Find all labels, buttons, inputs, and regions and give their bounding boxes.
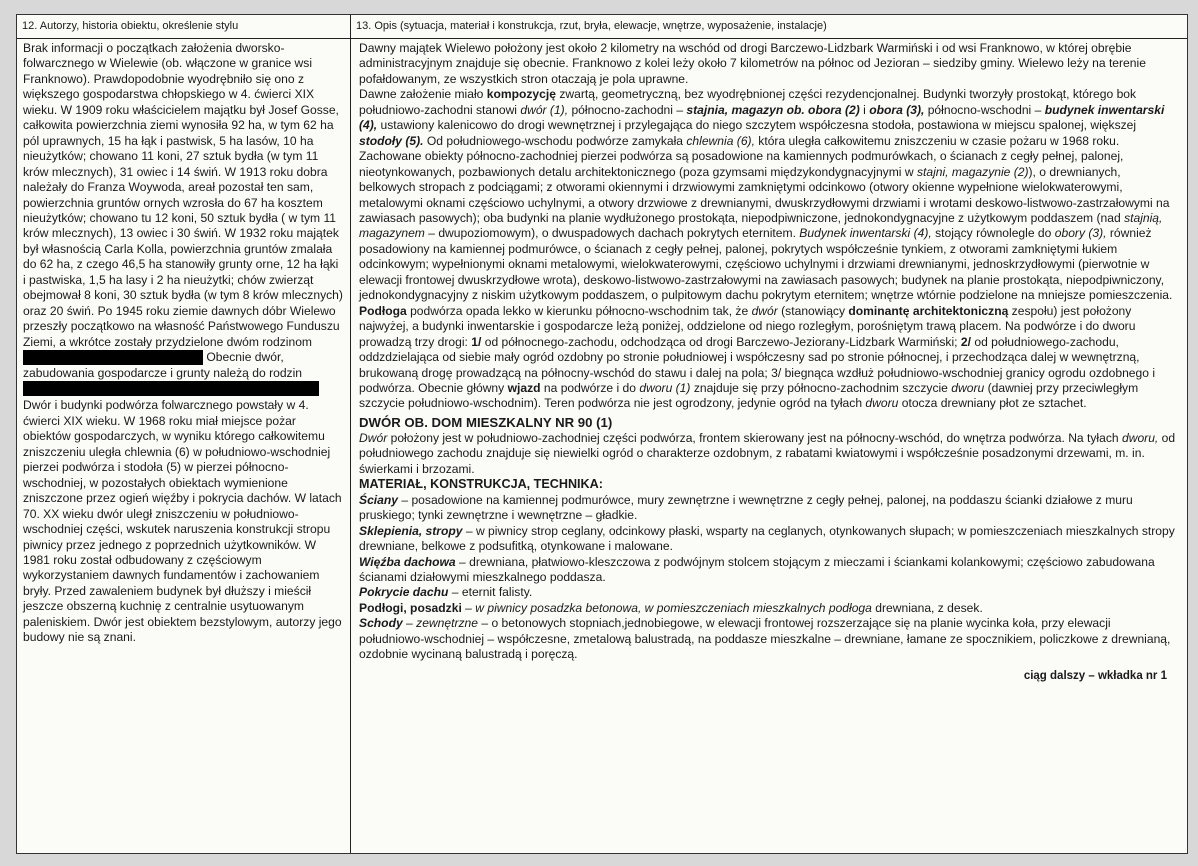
history-text — [17, 39, 350, 646]
left-column-header: 12. Autorzy, historia obiektu, określenie stylu — [17, 15, 350, 39]
roofing-entry: Pokrycie dachu – eternit falisty. — [359, 585, 533, 600]
continuation-note: ciąg dalszy – wkładka nr 1 — [1023, 669, 1167, 682]
composition-paragraph: Dawne założenie miało kompozycję zwartą, geometryczną, bez wyodrębnionej części rezydencjonalnej. Budynki tworzyły prostokąt, którego bok południowo-zachodni stanowi dwór (1), północno-zachodni – stajnia, magazyn ob. obora (2) i obora (3), północno-wschodni – budynek inwentarski (4), ustawiony kalenicowo do drogi wewnętrznej i przylegająca do niego szczytem współczesna stodoła, postawiona w miejscu spalonej, większej stodoły (5). Od południowego-wschodu podwórze zamykała chlewnia (6), która uległa całkowitemu zniszczeniu w czasie pożaru w 1968 roku. Zachowane obiekty północno-zachodniej pierzei podwórza są posadowione na kamiennych podmurówkach, o ścianach z cegły pełnej, palonej, nieotynkowanych, pozbawionych detalu architektonicznego (poza gzymsami międzykondygnacyjnymi w stajni, magazynie (2)), o drewnianych, belkowych stropach z podciągami; z otworami okiennymi i drzwiowymi zamkniętymi odcinkowo (otwory okienne wypełnione wielokwaterowymi, metalowymi oknami częściowo uchylnymi, a otwory drzwiowe z drewnianymi, dwuskrzydłowymi drzwiami i wrotami deskowo-listwowo-zastrzałowymi na zawiasach pasowych); oba budynki na planie wydłużonego prostokąta, niepodpiwniczone, jednokondygnacyjne z użytkowym poddaszem (nad stajnią, magazynem – dwupoziomowym), o dwuspadowych dachach pokrytych eternitem. Budynek inwentarski (4), stojący równolegle do obory (3), również posadowiony na kamiennej podmurówce, o ścianach z cegły pełnej, palonej, pokrytych współcześnie tynkiem, z otworami zamkniętymi łukiem odcinkowym; wypełnionymi oknami metalowymi, wielokwaterowymi, częściowo uchylnymi i drzwiami drewnianymi, jednoskrzydłowymi (pierwotnie w elewacji frontowej dwuskrzydłowe wrota), deskowo-listwowo-zastrzałowymi na zawiasach pasowych; budynek na planie prostokąta, niepodpiwniczony, jednokondygnacyjny z niskim użytkowym poddaszem, o pulpitowym dachu pokrytym eternitem; wnętrze wtórnie podzielone na mniejsze pomieszczenia. — [359, 87, 1173, 303]
redaction-block — [23, 350, 203, 365]
document-sheet — [16, 14, 1188, 854]
section-heading-manor: DWÓR OB. DOM MIESZKALNY NR 90 (1) — [359, 414, 613, 430]
yard-paragraph: Podłoga podwórza opada lekko w kierunku północno-wschodnim tak, że dwór (stanowiący dominantę architektoniczną zespołu) jest położony najwyżej, a budynki inwentarskie i gospodarcze leżą poniżej, oddzielone od niego rozległym, porośniętym trawą placem. Na podwórze i do dworu prowadzą trzy drogi: 1/ od północnego-zachodu, odchodząca od drogi Barczewo-Jeziorany-Lidzbark Warmiński; 2/ od południowego-zachodu, oddzdzielająca od siebie mały ogród ozdobny po stronie południowej i współczesny sad po stronie północnej, i przechodząca dalej w wewnętrzną, brukowaną drogę prowadzącą na północny-wschód do stawu i dalej na pola; 3/ biegnąca wzdłuż południowo-wschodniej granicy ogrodu ozdobnego i podwórza. Obecnie główny wjazd na podwórze i do dworu (1) znajduje się przy północno-zachodnim szczycie dworu (dawniej przy przeciwległym szczycie południowo-wschodnim). Teren podwórza nie jest ogrodzony, jedynie ogród na tyłach dworu otocza drewniany płot ze sztachet. — [359, 303, 1156, 411]
ceilings-entry: Sklepienia, stropy – w piwnicy strop ceglany, odcinkowy płaski, wsparty na ceglanych, otynkowanych słupach; w pomieszczeniach mieszkalnych stropy drewniane, belkowe z podsufitką, otynkowane i malowane. — [359, 523, 1175, 554]
left-column — [17, 15, 351, 853]
manor-location-paragraph: Dwór położony jest w południowo-zachodniej części podwórza, frontem skierowany jest na północny-wschód, do wnętrza podwórza. Na tyłach dworu, od południowego zachodu znajduje się niewielki ogród o charakterze ozdobnym, z rabatami kwiatowymi i współcześnie posadzonymi drzewami, m. in. świerkami i brzozami. — [359, 430, 1176, 476]
walls-entry: Ściany – posadowione na kamiennej podmurówce, mury zewnętrzne i wewnętrzne z cegły pełnej, palonej, na poddaszu ścianki działowe z muru pruskiego; tynki zewnętrzne i wewnętrzne – gładkie. — [359, 492, 1133, 523]
description-text — [351, 39, 1187, 684]
history-paragraph-1: Brak informacji o początkach założenia dworsko-folwarcznego w Wielewie (ob. włączone w granice wsi Franknowo). Prawdopodobnie wyodrębniło się ono z większego gospodarstwa chłopskiego w 4. ćwierci XIX wieku. W 1909 roku właścicielem majątku był Josef Gosse, całkowita powierzchnia ziemi wynosiła 92 ha, w tym 62 ha pól uprawnych, 15 ha łąk i pastwisk, 5 ha lasów, 10 ha nieużytków; chowano 11 koni, 27 sztuk bydła (w tym 11 krów mlecznych), 31 owiec i 14 świń. W 1913 roku dobra należały do Franza Woywoda, areał pozostał ten sam, powierzchnia gruntów ornych wzrosła do 67 ha kosztem nieużytków; chowano tu 12 koni, 50 sztuk bydła ( w tym 11 krów mlecznych), 13 owiec i 30 świń. W 1932 roku majątek był własnością Carla Kolla, powierzchnia gruntów zmalała do 62 ha, z czego 46,5 ha stanowiły grunty orne, 12 ha łąki i pastwiska, 1,5 ha lasy i 2 ha nieużytki; chów zwierząt obejmował 8 koni, 30 sztuk bydła (w tym 8 krów mlecznych) oraz 20 świń. Po 1945 roku ziemie dawnych dóbr Wielewo przeszły początkowo na własność Państwowego Funduszu Ziemi, a wkrótce zostały przydzielone dwóm rodzinom Obecnie dwór, zabudowania gospodarcze i grunty należą do rodzin — [23, 41, 343, 396]
section-heading-materials: MATERIAŁ, KONSTRUKCJA, TECHNIKA: — [359, 477, 603, 492]
stairs-entry: Schody – zewnętrzne – o betonowych stopniach,jednobiegowe, w elewacji frontowej rozszerzające się na planie wycinka koła, przy elewacji południowo-wschodniej – współczesne, zmetalową balustradą, na poddasze mieszkalne – drewniane, łamane ze spocznikiem, policzkowe z drewnianą, ozdobnie wycinaną balustradą i poręczą. — [359, 616, 1171, 662]
history-paragraph-2: Dwór i budynki podwórza folwarcznego powstały w 4. ćwierci XIX wieku. W 1968 roku miał miejsce pożar obiektów gospodarczych, w wyniku którego całkowitemu zniszczeniu uległa chlewnia (6) w południowo-wschodniej pierzei podwórza i stodoła (5) w pierzei północno-wschodniej, w pozostałych obiektach wymienione zniszczone przez ogień więźby i pokrycia dachów. W latach 70. XX wieku dwór uległ zniszczeniu w południowo-wschodniej części, wskutek naruszenia konstrukcji stropu piwnicy przez jednego z poprzednich użytkowników. W 1981 roku został odbudowany z częściowym wykorzystaniem dawnych fundamentów i zachowaniem bryły. Przed zawaleniem budynek był dłuższy i mieścił jeszcze obszerną kuchnię z centralnie usytuowanym paleniskiem. Dwór jest obiektem bezstylowym, autorzy jego budowy nie są znani. — [23, 398, 342, 645]
right-column-header: 13. Opis (sytuacja, materiał i konstrukcja, rzut, bryła, elewacje, wnętrze, wyposażenie, instalacje) — [351, 15, 1187, 39]
roof-truss-entry: Więźba dachowa – drewniana, płatwiowo-kleszczowa z podwójnym stolcem stojącym z mieczami i ściankami kolankowymi; częściowo zabudowana ścianami działowymi mieszkalnego poddasza. — [359, 554, 1155, 584]
location-paragraph: Dawny majątek Wielewo położony jest około 2 kilometry na wschód od drogi Barczewo-Lidzbark Warmiński i od wsi Franknowo, w której obrębie administracyjnym znajduje się obecnie. Franknowo z kolei leży około 7 kilometrów na północ od Jezioran – siedziby gminy. Wielewo leży na terenie pofałdowanym, ze wszystkich stron otaczają je pola uprawne. — [359, 41, 1146, 86]
redaction-block — [23, 381, 319, 396]
right-column — [351, 15, 1187, 853]
floors-entry: Podłogi, posadzki – w piwnicy posadzka betonowa, w pomieszczeniach mieszkalnych podłoga drewniana, z desek. — [359, 600, 983, 615]
history-ownership-note: Obecnie dwór, zabudowania gospodarcze i grunty należą do rodzin — [23, 350, 303, 380]
